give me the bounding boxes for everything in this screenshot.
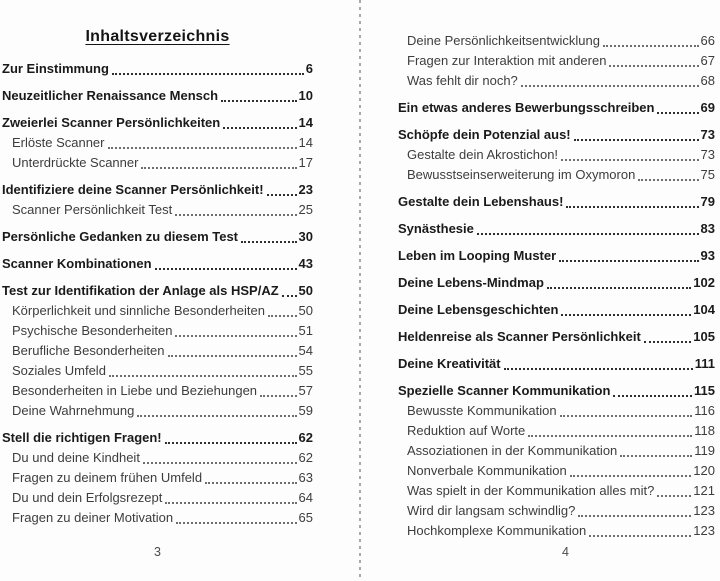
- toc-entry: [2, 428, 313, 447]
- toc-entry-label: Deine Wahrnehmung: [12, 403, 135, 418]
- page-number-right: 4: [562, 545, 569, 559]
- toc-entry-label: Schöpfe dein Potenzial aus!: [398, 127, 571, 142]
- toc-entry: [2, 468, 313, 487]
- toc-entry-label: Erlöste Scanner: [12, 135, 105, 150]
- toc-entry: [2, 381, 313, 400]
- toc-entry: [2, 153, 313, 172]
- toc-entry-page-number: 14: [298, 115, 313, 130]
- dot-leader: [521, 85, 699, 87]
- dot-leader: [165, 442, 297, 444]
- toc-entry: [2, 341, 313, 360]
- toc-entry-page-number: 105: [693, 329, 715, 344]
- toc-entry-label: Nonverbale Kommunikation: [407, 463, 567, 478]
- toc-entry-label: Soziales Umfeld: [12, 363, 106, 378]
- toc-entry-page-number: 115: [694, 383, 715, 398]
- page-number-left: 3: [154, 545, 161, 559]
- dot-leader: [165, 502, 296, 504]
- dot-leader: [570, 475, 692, 477]
- toc-entry: [398, 192, 715, 211]
- page-fold-dashed-divider: [359, 0, 361, 581]
- toc-entry-label: Fragen zur Interaktion mit anderen: [407, 53, 607, 68]
- toc-entry-page-number: 123: [693, 523, 715, 538]
- dot-leader: [168, 355, 297, 357]
- toc-entry-page-number: 75: [700, 167, 715, 182]
- dot-leader: [176, 522, 296, 524]
- toc-entry-label: Du und dein Erfolgsrezept: [12, 490, 163, 505]
- toc-entry-page-number: 118: [694, 423, 715, 438]
- toc-entry-label: Spezielle Scanner Kommunikation: [398, 383, 611, 398]
- dot-leader: [268, 315, 297, 317]
- toc-entry-label: Psychische Besonderheiten: [12, 323, 173, 338]
- dot-leader: [143, 462, 297, 464]
- toc-entry-page-number: 30: [298, 229, 313, 244]
- toc-entry-label: Hochkomplexe Kommunikation: [407, 523, 587, 538]
- toc-entry-page-number: 83: [700, 221, 715, 236]
- dot-leader: [547, 287, 691, 289]
- dot-leader: [589, 535, 691, 537]
- toc-entry: [2, 254, 313, 273]
- toc-entry-label: Zur Einstimmung: [2, 61, 109, 76]
- dot-leader: [566, 206, 698, 208]
- toc-entry: [398, 300, 715, 319]
- toc-entry-label: Fragen zu deiner Motivation: [12, 510, 174, 525]
- toc-entry: [2, 361, 313, 380]
- toc-entry: [398, 441, 715, 460]
- dot-leader: [613, 395, 692, 397]
- toc-entry: [398, 461, 715, 480]
- toc-entry: [2, 86, 313, 105]
- toc-entry: [398, 165, 715, 184]
- toc-entry-label: Fragen zu deinem frühen Umfeld: [12, 470, 203, 485]
- toc-entry: [398, 51, 715, 70]
- toc-entry-page-number: 73: [700, 127, 715, 142]
- dot-leader: [620, 455, 692, 457]
- dot-leader: [260, 395, 296, 397]
- toc-entry: [398, 71, 715, 90]
- dot-leader: [108, 147, 297, 149]
- toc-entry: [398, 381, 715, 400]
- toc-entry-page-number: 62: [298, 450, 313, 465]
- dot-leader: [141, 167, 296, 169]
- dot-leader: [574, 139, 699, 141]
- dot-leader: [657, 495, 691, 497]
- toc-title: Inhaltsverzeichnis: [85, 28, 230, 45]
- toc-entry-label: Deine Persönlichkeitsentwicklung: [407, 33, 600, 48]
- dot-leader: [282, 295, 297, 297]
- toc-entry-page-number: 23: [298, 182, 313, 197]
- toc-entry-label: Reduktion auf Worte: [407, 423, 526, 438]
- toc-entry-label: Assoziationen in der Kommunikation: [407, 443, 618, 458]
- toc-entries-left: [2, 59, 313, 527]
- dot-leader: [175, 335, 296, 337]
- toc-entry: [2, 133, 313, 152]
- toc-entry-page-number: 93: [700, 248, 715, 263]
- toc-entry-page-number: 66: [700, 33, 715, 48]
- toc-entry-page-number: 123: [693, 503, 715, 518]
- toc-entry: [398, 145, 715, 164]
- toc-page-right: [398, 0, 715, 581]
- toc-entry-label: Besonderheiten in Liebe und Beziehungen: [12, 383, 258, 398]
- toc-entry: [398, 273, 715, 292]
- toc-entry-label: Deine Lebensgeschichten: [398, 302, 559, 317]
- dot-leader: [644, 341, 692, 343]
- toc-entry-page-number: 43: [298, 256, 313, 271]
- toc-entry-page-number: 120: [693, 463, 715, 478]
- toc-entry-label: Deine Lebens-Mindmap: [398, 275, 544, 290]
- toc-entry: [2, 113, 313, 132]
- toc-entry-label: Leben im Looping Muster: [398, 248, 557, 263]
- toc-entry-label: Neuzeitlicher Renaissance Mensch: [2, 88, 219, 103]
- dot-leader: [561, 159, 699, 161]
- dot-leader: [241, 241, 297, 243]
- toc-entry-label: Unterdrückte Scanner: [12, 155, 139, 170]
- toc-entry-label: Scanner Kombinationen: [2, 256, 152, 271]
- toc-entry: [2, 401, 313, 420]
- toc-entry: [398, 125, 715, 144]
- toc-entry-page-number: 121: [693, 483, 715, 498]
- toc-entry-page-number: 68: [700, 73, 715, 88]
- toc-entry-label: Gestalte dein Akrostichon!: [407, 147, 559, 162]
- toc-entry-page-number: 55: [298, 363, 313, 378]
- toc-entry: [398, 421, 715, 440]
- dot-leader: [223, 127, 296, 129]
- toc-entry: [2, 180, 313, 199]
- dot-leader: [638, 179, 698, 181]
- toc-entry-page-number: 67: [700, 53, 715, 68]
- toc-entry-page-number: 50: [298, 283, 313, 298]
- toc-entry: [398, 246, 715, 265]
- toc-entry-page-number: 73: [700, 147, 715, 162]
- dot-leader: [155, 268, 297, 270]
- toc-entry-page-number: 69: [700, 100, 715, 115]
- dot-leader: [657, 112, 698, 114]
- toc-entry-page-number: 111: [694, 356, 715, 371]
- toc-page-left: [2, 0, 313, 581]
- dot-leader: [504, 368, 693, 370]
- dot-leader: [528, 435, 692, 437]
- toc-entry: [2, 227, 313, 246]
- toc-entry: [398, 354, 715, 373]
- toc-entry-label: Gestalte dein Lebenshaus!: [398, 194, 564, 209]
- toc-entry-label: Test zur Identifikation der Anlage als HSP/AZ: [2, 283, 279, 298]
- dot-leader: [561, 314, 691, 316]
- dot-leader: [112, 73, 304, 75]
- toc-entry-page-number: 64: [298, 490, 313, 505]
- toc-entry-page-number: 119: [694, 443, 715, 458]
- toc-entry-page-number: 79: [700, 194, 715, 209]
- dot-leader: [221, 100, 297, 102]
- dot-leader: [477, 233, 699, 235]
- toc-entry-page-number: 50: [298, 303, 313, 318]
- toc-entry-page-number: 59: [298, 403, 313, 418]
- dot-leader: [559, 260, 698, 262]
- toc-entry-page-number: 25: [298, 202, 313, 217]
- toc-entries-right: [398, 31, 715, 540]
- toc-entry-label: Was spielt in der Kommunikation alles mit?: [407, 483, 655, 498]
- toc-entry-label: Berufliche Besonderheiten: [12, 343, 165, 358]
- toc-entry-label: Was fehlt dir noch?: [407, 73, 518, 88]
- toc-entry: [2, 281, 313, 300]
- toc-entry-label: Persönliche Gedanken zu diesem Test: [2, 229, 239, 244]
- toc-entry-label: Zweierlei Scanner Persönlichkeiten: [2, 115, 221, 130]
- toc-entry: [398, 501, 715, 520]
- dot-leader: [603, 45, 699, 47]
- toc-entry-page-number: 17: [298, 155, 313, 170]
- toc-entry-page-number: 51: [298, 323, 313, 338]
- toc-entry-page-number: 65: [298, 510, 313, 525]
- toc-entry-page-number: 104: [693, 302, 715, 317]
- toc-entry: [2, 448, 313, 467]
- toc-entry: [398, 401, 715, 420]
- toc-entry-label: Bewusstseinserweiterung im Oxymoron: [407, 167, 636, 182]
- dot-leader: [578, 515, 691, 517]
- toc-entry-label: Körperlichkeit und sinnliche Besonderheiten: [12, 303, 265, 318]
- toc-entry-label: Ein etwas anderes Bewerbungsschreiben: [398, 100, 655, 115]
- toc-entry-label: Stell die richtigen Fragen!: [2, 430, 162, 445]
- toc-entry-page-number: 116: [694, 403, 715, 418]
- toc-entry: [2, 488, 313, 507]
- toc-entry: [398, 31, 715, 50]
- toc-entry-page-number: 6: [305, 61, 313, 76]
- toc-entry: [2, 301, 313, 320]
- toc-entry: [2, 59, 313, 78]
- toc-entry: [2, 200, 313, 219]
- toc-entry-label: Wird dir langsam schwindlig?: [407, 503, 576, 518]
- toc-entry-page-number: 63: [298, 470, 313, 485]
- toc-entry-label: Bewusste Kommunikation: [407, 403, 557, 418]
- toc-entry: [398, 327, 715, 346]
- toc-entry-page-number: 102: [693, 275, 715, 290]
- toc-entry-page-number: 10: [298, 88, 313, 103]
- dot-leader: [609, 65, 698, 67]
- toc-entry-label: Identifiziere deine Scanner Persönlichkeit!: [2, 182, 264, 197]
- dot-leader: [205, 482, 296, 484]
- toc-entry-label: Deine Kreativität: [398, 356, 501, 371]
- toc-entry: [398, 98, 715, 117]
- dot-leader: [109, 375, 297, 377]
- toc-entry-page-number: 54: [298, 343, 313, 358]
- toc-entry-page-number: 57: [298, 383, 313, 398]
- toc-entry: [398, 219, 715, 238]
- toc-entry-label: Heldenreise als Scanner Persönlichkeit: [398, 329, 641, 344]
- dot-leader: [267, 194, 297, 196]
- toc-entry-page-number: 14: [298, 135, 313, 150]
- dot-leader: [560, 415, 693, 417]
- toc-entry-label: Du und deine Kindheit: [12, 450, 140, 465]
- toc-entry-label: Scanner Persönlichkeit Test: [12, 202, 173, 217]
- dot-leader: [175, 214, 296, 216]
- toc-entry: [398, 521, 715, 540]
- toc-entry: [2, 321, 313, 340]
- toc-entry-label: Synästhesie: [398, 221, 474, 236]
- toc-entry: [398, 481, 715, 500]
- toc-entry-page-number: 62: [298, 430, 313, 445]
- toc-entry: [2, 508, 313, 527]
- dot-leader: [137, 415, 296, 417]
